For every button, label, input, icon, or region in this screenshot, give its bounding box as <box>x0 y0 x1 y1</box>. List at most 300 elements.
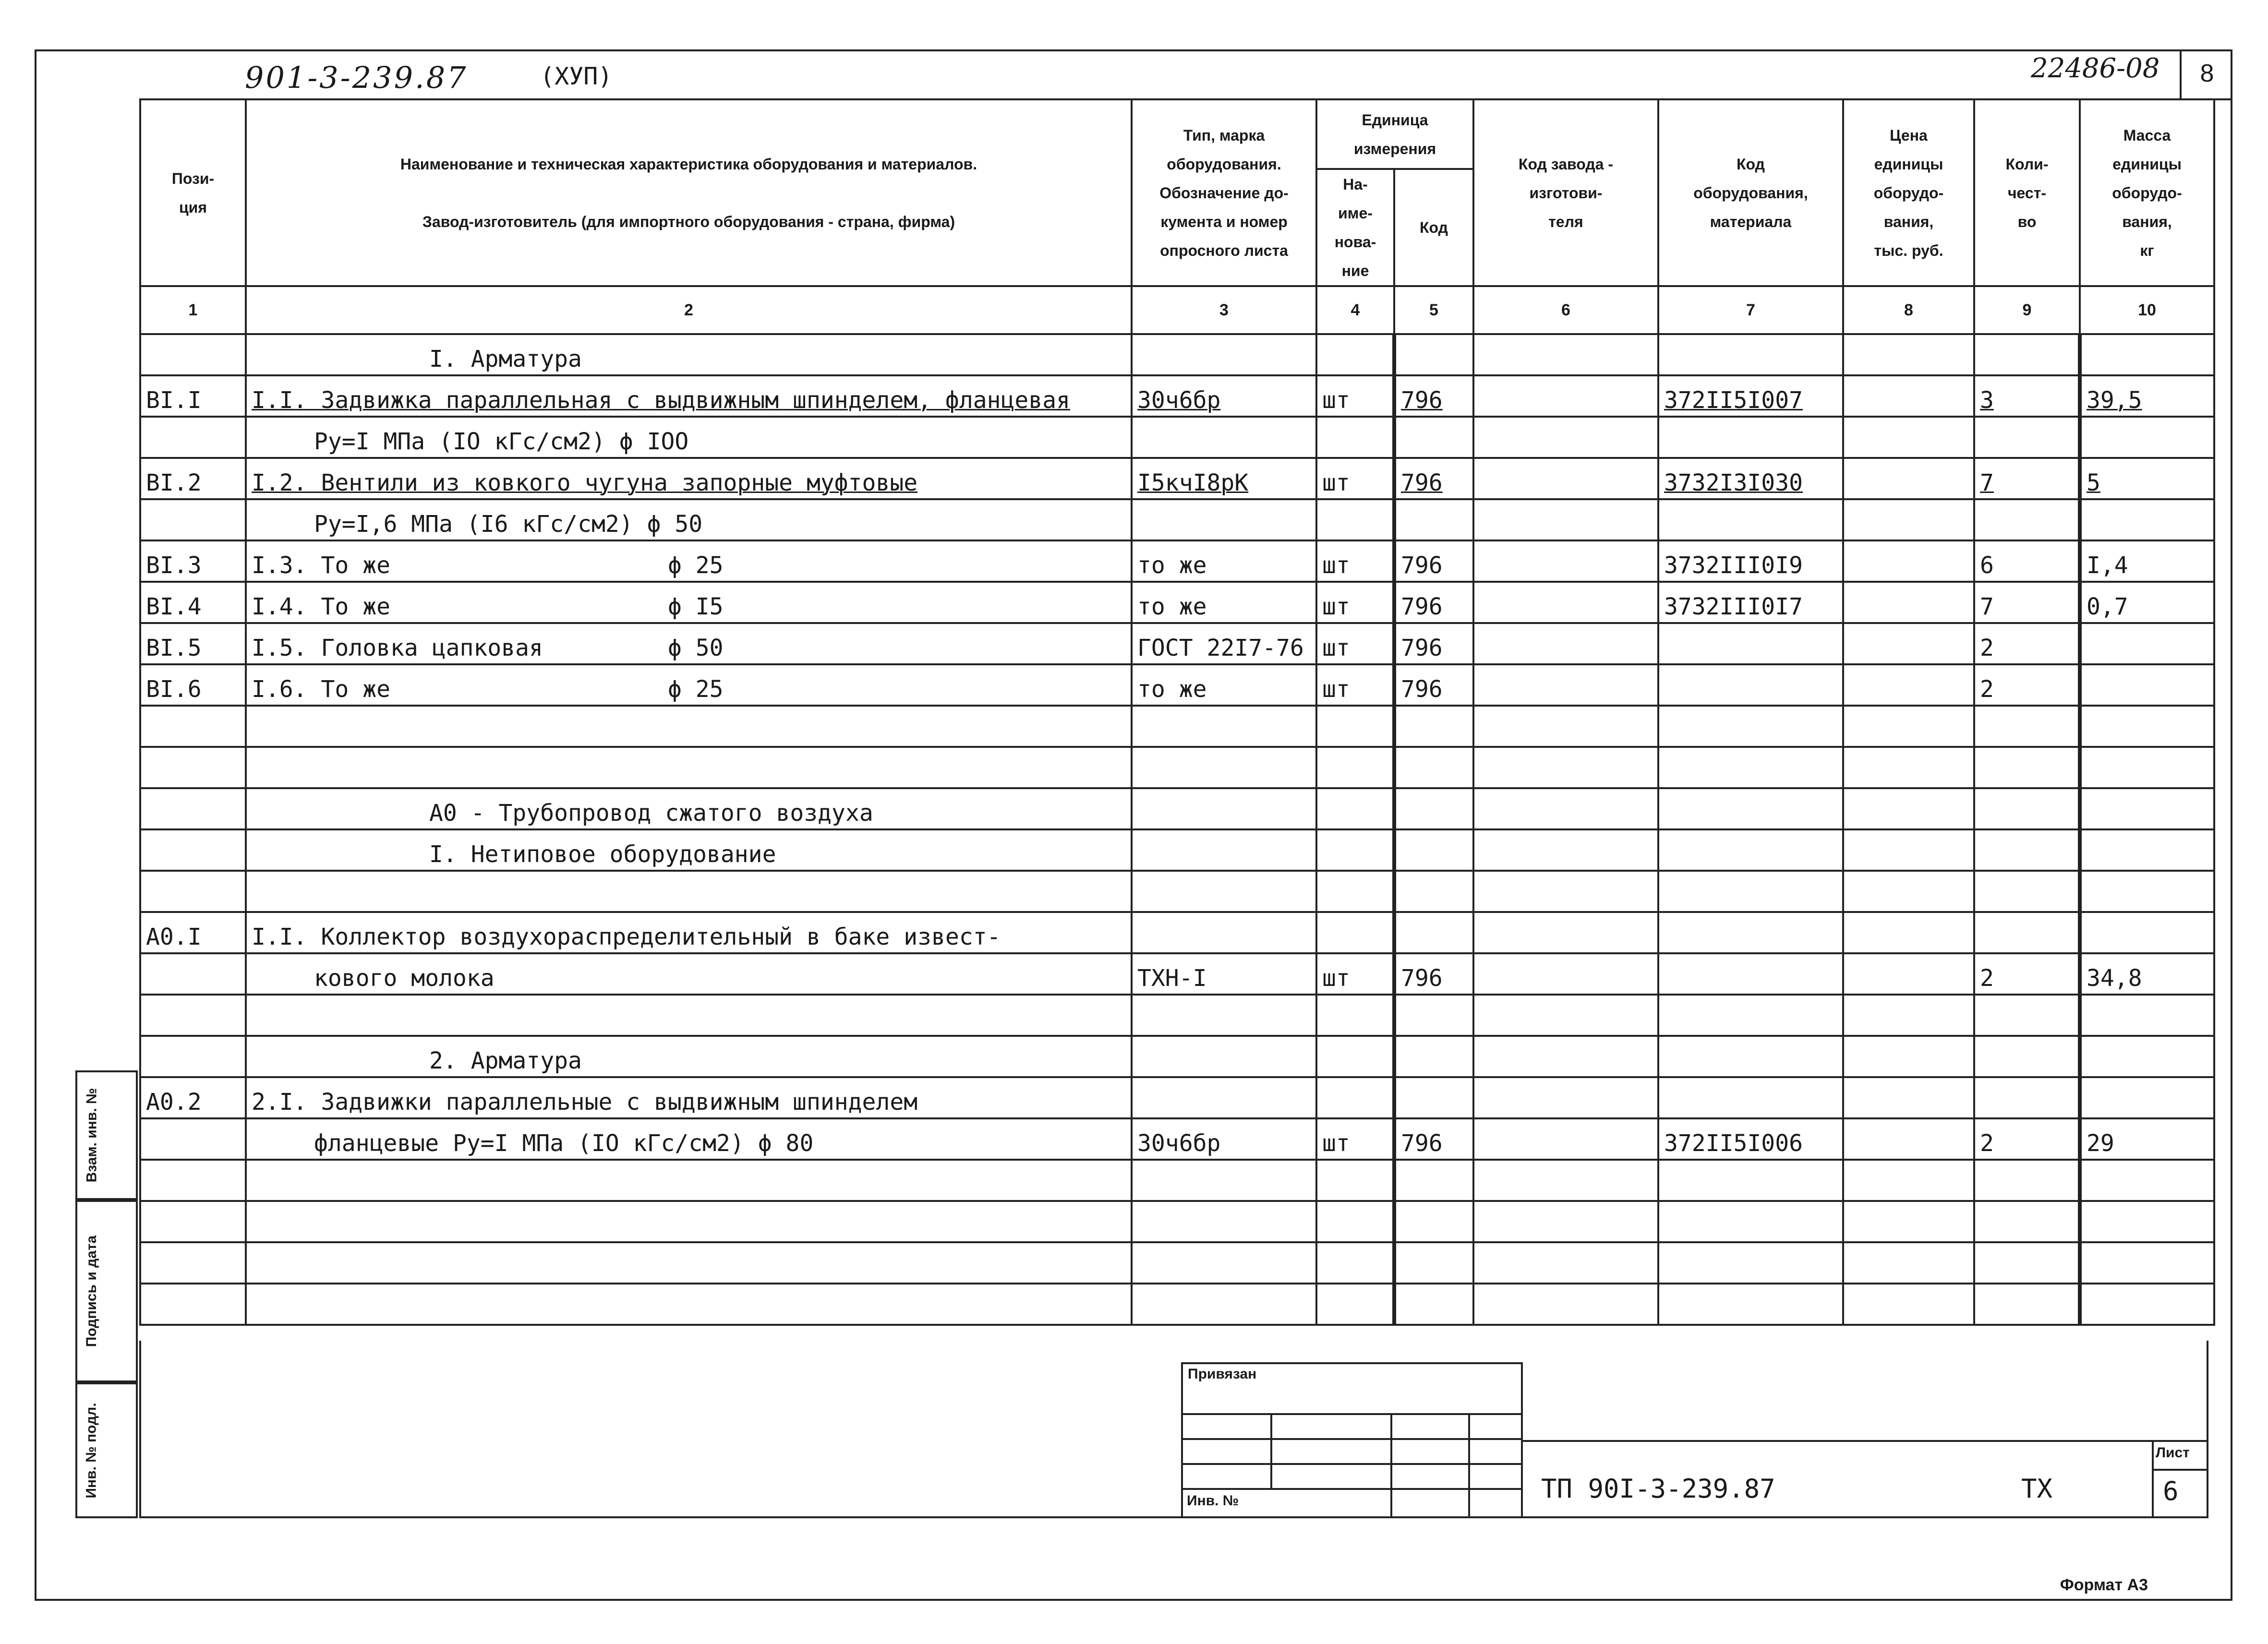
factory-code-cell <box>1473 912 1658 953</box>
inventory-number: 22486-08 <box>2031 53 2160 84</box>
specification-table <box>139 98 2215 1326</box>
position-cell: BI.I <box>140 375 246 417</box>
material-code-cell <box>1658 1077 1843 1118</box>
price-cell <box>1843 706 1974 747</box>
position-cell <box>140 1160 246 1201</box>
quantity-cell <box>1974 334 2080 375</box>
position-cell <box>140 829 246 871</box>
quantity-cell: 3 <box>1974 375 2080 417</box>
mass-cell: 39,5 <box>2080 375 2214 417</box>
material-code-cell <box>1658 871 1843 912</box>
factory-code-cell <box>1473 540 1658 582</box>
mass-cell <box>2080 706 2214 747</box>
unit-code-cell: 796 <box>1394 623 1473 664</box>
table-row <box>140 995 2214 1036</box>
price-cell <box>1843 1284 1974 1325</box>
position-cell <box>140 788 246 829</box>
type-cell <box>1132 871 1316 912</box>
unit-code-cell <box>1394 829 1473 871</box>
price-cell <box>1843 995 1974 1036</box>
stamp-cell <box>1390 1438 1470 1465</box>
factory-code-cell <box>1473 458 1658 499</box>
name-cell: фланцевые Ру=I МПа (IO кГс/см2) ϕ 80 <box>246 1118 1132 1160</box>
stamp-cell <box>1270 1463 1392 1490</box>
quantity-cell <box>1974 417 2080 458</box>
price-cell <box>1843 582 1974 623</box>
col-number: 6 <box>1473 286 1658 334</box>
price-cell <box>1843 664 1974 706</box>
factory-code-cell <box>1473 1284 1658 1325</box>
quantity-cell <box>1974 499 2080 540</box>
table-row <box>140 829 2214 871</box>
price-cell <box>1843 1118 1974 1160</box>
stamp-cell <box>1181 1463 1272 1490</box>
factory-code-cell <box>1473 788 1658 829</box>
name-cell <box>246 747 1132 788</box>
type-cell <box>1132 1160 1316 1201</box>
type-cell <box>1132 1201 1316 1242</box>
type-cell: 30ч6бр <box>1132 1118 1316 1160</box>
material-code-cell <box>1658 1242 1843 1284</box>
mass-cell <box>2080 499 2214 540</box>
material-code-cell <box>1658 1160 1843 1201</box>
table-row <box>140 375 2214 417</box>
mass-cell <box>2080 1036 2214 1077</box>
position-cell: BI.6 <box>140 664 246 706</box>
quantity-cell <box>1974 1160 2080 1201</box>
type-cell: ГОСТ 22I7-76 <box>1132 623 1316 664</box>
price-cell <box>1843 912 1974 953</box>
price-cell <box>1843 829 1974 871</box>
factory-code-cell <box>1473 623 1658 664</box>
name-cell: Ру=I,6 МПа (I6 кГс/см2) ϕ 50 <box>246 499 1132 540</box>
quantity-cell: 2 <box>1974 1118 2080 1160</box>
name-cell: I.2. Вентили из ковкого чугуна запорные муфтовые <box>246 458 1132 499</box>
mass-cell <box>2080 1201 2214 1242</box>
position-cell <box>140 747 246 788</box>
title-block-line <box>1523 1440 2207 1442</box>
col-number: 5 <box>1394 286 1473 334</box>
table-row <box>140 582 2214 623</box>
col-header-unit-name: На- име- нова- ние <box>1316 169 1394 286</box>
document-type: ТХ <box>2021 1474 2053 1504</box>
table-row <box>140 499 2214 540</box>
stamp-cell <box>1390 1463 1470 1490</box>
quantity-cell <box>1974 747 2080 788</box>
mass-cell <box>2080 417 2214 458</box>
stamp-cell <box>1270 1413 1392 1440</box>
material-code-cell <box>1658 829 1843 871</box>
unit-name-cell: шт <box>1316 953 1394 995</box>
unit-name-cell <box>1316 1077 1394 1118</box>
factory-code-cell <box>1473 664 1658 706</box>
type-cell <box>1132 499 1316 540</box>
unit-code-cell <box>1394 1160 1473 1201</box>
type-cell: ТХН-I <box>1132 953 1316 995</box>
unit-code-cell <box>1394 995 1473 1036</box>
unit-name-cell <box>1316 417 1394 458</box>
unit-name-cell: шт <box>1316 1118 1394 1160</box>
name-cell: 2.I. Задвижки параллельные с выдвижным шпинделем <box>246 1077 1132 1118</box>
position-cell: BI.2 <box>140 458 246 499</box>
quantity-cell: 7 <box>1974 458 2080 499</box>
bound-stamp <box>1181 1362 1523 1518</box>
position-cell <box>140 334 246 375</box>
mass-cell: I,4 <box>2080 540 2214 582</box>
type-cell <box>1132 706 1316 747</box>
type-cell <box>1132 334 1316 375</box>
unit-code-cell <box>1394 871 1473 912</box>
stamp-signature-date-label: Подпись и дата <box>84 1235 100 1347</box>
factory-code-cell <box>1473 953 1658 995</box>
unit-name-cell <box>1316 995 1394 1036</box>
unit-name-cell <box>1316 1201 1394 1242</box>
unit-name-cell <box>1316 1160 1394 1201</box>
material-code-cell <box>1658 1284 1843 1325</box>
unit-name-cell: шт <box>1316 623 1394 664</box>
name-cell: Ру=I МПа (IO кГс/см2) ϕ IOO <box>246 417 1132 458</box>
material-code-cell <box>1658 747 1843 788</box>
unit-name-cell: шт <box>1316 664 1394 706</box>
name-cell <box>246 1201 1132 1242</box>
quantity-cell <box>1974 1201 2080 1242</box>
mass-cell <box>2080 995 2214 1036</box>
col-number: 2 <box>246 286 1132 334</box>
material-code-cell <box>1658 1036 1843 1077</box>
price-cell <box>1843 540 1974 582</box>
type-cell <box>1132 829 1316 871</box>
col-header-type: Тип, марка оборудования. Обозначение до- кумента и номер опросного листа <box>1132 99 1316 286</box>
table-row <box>140 1201 2214 1242</box>
mass-cell <box>2080 334 2214 375</box>
name-cell: А0 - Трубопровод сжатого воздуха <box>246 788 1132 829</box>
col-header-position: Пози- ция <box>140 99 246 286</box>
unit-name-cell <box>1316 788 1394 829</box>
stamp-cell <box>1468 1413 1523 1440</box>
position-cell <box>140 1118 246 1160</box>
position-cell <box>140 706 246 747</box>
mass-cell: 34,8 <box>2080 953 2214 995</box>
quantity-cell: 2 <box>1974 953 2080 995</box>
name-cell: I.4. То же ϕ I5 <box>246 582 1132 623</box>
unit-name-cell <box>1316 912 1394 953</box>
table-row <box>140 623 2214 664</box>
name-cell: I.5. Головка цапковая ϕ 50 <box>246 623 1132 664</box>
col-header-unit-group: Единица измерения <box>1316 99 1473 169</box>
col-number: 3 <box>1132 286 1316 334</box>
type-cell <box>1132 417 1316 458</box>
position-cell <box>140 499 246 540</box>
col-number: 1 <box>140 286 246 334</box>
material-code-cell <box>1658 664 1843 706</box>
page-number: 8 <box>2180 49 2232 100</box>
unit-code-cell <box>1394 1077 1473 1118</box>
quantity-cell: 6 <box>1974 540 2080 582</box>
name-cell: I.6. То же ϕ 25 <box>246 664 1132 706</box>
mass-cell <box>2080 1284 2214 1325</box>
table-row <box>140 871 2214 912</box>
bound-cell <box>1181 1362 1523 1415</box>
factory-code-cell <box>1473 1242 1658 1284</box>
position-cell <box>140 1284 246 1325</box>
table-row <box>140 540 2214 582</box>
factory-code-cell <box>1473 871 1658 912</box>
stamp-cell <box>1390 1488 1470 1518</box>
stamp-cell <box>1468 1438 1523 1465</box>
col-header-factory-code: Код завода - изготови- теля <box>1473 99 1658 286</box>
name-cell <box>246 871 1132 912</box>
quantity-cell <box>1974 1284 2080 1325</box>
position-cell <box>140 1201 246 1242</box>
unit-code-cell <box>1394 334 1473 375</box>
name-cell <box>246 706 1132 747</box>
col-number: 10 <box>2080 286 2214 334</box>
position-cell <box>140 953 246 995</box>
unit-name-cell <box>1316 499 1394 540</box>
stamp-cell <box>1390 1413 1470 1440</box>
material-code-cell <box>1658 788 1843 829</box>
table-row <box>140 747 2214 788</box>
stamp-cell <box>1181 1438 1272 1465</box>
mass-cell <box>2080 912 2214 953</box>
quantity-cell: 2 <box>1974 664 2080 706</box>
price-cell <box>1843 499 1974 540</box>
factory-code-cell <box>1473 1036 1658 1077</box>
col-number: 9 <box>1974 286 2080 334</box>
col-header-unit-code: Код <box>1394 169 1473 286</box>
col-header-quantity: Коли- чест- во <box>1974 99 2080 286</box>
type-cell <box>1132 912 1316 953</box>
unit-code-cell <box>1394 1284 1473 1325</box>
table-row <box>140 1118 2214 1160</box>
position-cell: А0.I <box>140 912 246 953</box>
material-code-cell: 3732III0I9 <box>1658 540 1843 582</box>
unit-name-cell <box>1316 334 1394 375</box>
price-cell <box>1843 788 1974 829</box>
name-cell <box>246 1284 1132 1325</box>
quantity-cell: 7 <box>1974 582 2080 623</box>
col-number: 8 <box>1843 286 1974 334</box>
position-cell <box>140 995 246 1036</box>
price-cell <box>1843 953 1974 995</box>
factory-code-cell <box>1473 1160 1658 1201</box>
table-row <box>140 1160 2214 1201</box>
price-cell <box>1843 747 1974 788</box>
unit-name-cell: шт <box>1316 458 1394 499</box>
material-code-cell: 372II5I007 <box>1658 375 1843 417</box>
factory-code-cell <box>1473 1118 1658 1160</box>
title-block-line <box>2152 1440 2154 1518</box>
type-cell: то же <box>1132 664 1316 706</box>
unit-code-cell: 796 <box>1394 953 1473 995</box>
unit-name-cell: шт <box>1316 375 1394 417</box>
position-cell: BI.3 <box>140 540 246 582</box>
factory-code-cell <box>1473 995 1658 1036</box>
col-number: 7 <box>1658 286 1843 334</box>
unit-code-cell: 796 <box>1394 582 1473 623</box>
unit-name-cell <box>1316 871 1394 912</box>
mass-cell <box>2080 664 2214 706</box>
type-cell: 30ч6бр <box>1132 375 1316 417</box>
material-code-cell <box>1658 499 1843 540</box>
table-row <box>140 912 2214 953</box>
mass-cell <box>2080 788 2214 829</box>
price-cell <box>1843 417 1974 458</box>
stamp-replace-inv-label: Взам. инв. № <box>84 1088 100 1183</box>
table-row <box>140 334 2214 375</box>
quantity-cell <box>1974 1036 2080 1077</box>
unit-name-cell <box>1316 1036 1394 1077</box>
quantity-cell <box>1974 871 2080 912</box>
stamp-cell <box>1181 1413 1272 1440</box>
unit-code-cell <box>1394 1036 1473 1077</box>
material-code-cell <box>1658 334 1843 375</box>
unit-code-cell <box>1394 706 1473 747</box>
stamp-inv-original <box>75 1382 138 1518</box>
price-cell <box>1843 458 1974 499</box>
unit-code-cell <box>1394 499 1473 540</box>
quantity-cell <box>1974 788 2080 829</box>
position-cell <box>140 1036 246 1077</box>
quantity-cell <box>1974 829 2080 871</box>
mass-cell: 29 <box>2080 1118 2214 1160</box>
specification-body <box>140 334 2214 1325</box>
unit-code-cell: 796 <box>1394 1118 1473 1160</box>
factory-code-cell <box>1473 1077 1658 1118</box>
mass-cell <box>2080 623 2214 664</box>
material-code-cell <box>1658 417 1843 458</box>
table-row <box>140 458 2214 499</box>
name-cell: I.3. То же ϕ 25 <box>246 540 1132 582</box>
quantity-cell: 2 <box>1974 623 2080 664</box>
price-cell <box>1843 375 1974 417</box>
unit-code-cell: 796 <box>1394 664 1473 706</box>
material-code-cell: 3732III0I7 <box>1658 582 1843 623</box>
type-cell <box>1132 1077 1316 1118</box>
mass-cell: 5 <box>2080 458 2214 499</box>
table-row <box>140 417 2214 458</box>
material-code-cell: 3732I3I030 <box>1658 458 1843 499</box>
unit-name-cell <box>1316 706 1394 747</box>
price-cell <box>1843 1077 1974 1118</box>
type-cell <box>1132 1242 1316 1284</box>
col-header-price: Цена единицы оборудо- вания, тыс. руб. <box>1843 99 1974 286</box>
price-cell <box>1843 871 1974 912</box>
name-cell: I.I. Коллектор воздухораспределительный в баке извест- <box>246 912 1132 953</box>
sheet-label: Лист <box>2156 1445 2190 1461</box>
quantity-cell <box>1974 1077 2080 1118</box>
type-cell: то же <box>1132 540 1316 582</box>
type-cell <box>1132 1284 1316 1325</box>
factory-code-cell <box>1473 747 1658 788</box>
stamp-replace-inv <box>75 1070 138 1200</box>
price-cell <box>1843 1242 1974 1284</box>
table-row <box>140 1036 2214 1077</box>
name-cell: I.I. Задвижка параллельная с выдвижным шпинделем, фланцевая <box>246 375 1132 417</box>
factory-code-cell <box>1473 582 1658 623</box>
table-row <box>140 953 2214 995</box>
mass-cell <box>2080 1077 2214 1118</box>
table-row <box>140 1242 2214 1284</box>
price-cell <box>1843 623 1974 664</box>
quantity-cell <box>1974 1242 2080 1284</box>
name-cell <box>246 1242 1132 1284</box>
name-cell: кового молока <box>246 953 1132 995</box>
mass-cell <box>2080 1242 2214 1284</box>
price-cell <box>1843 334 1974 375</box>
material-code-cell <box>1658 706 1843 747</box>
inv-no-cell <box>1181 1488 1392 1518</box>
unit-code-cell <box>1394 747 1473 788</box>
mass-cell <box>2080 829 2214 871</box>
quantity-cell <box>1974 706 2080 747</box>
unit-code-cell: 796 <box>1394 375 1473 417</box>
factory-code-cell <box>1473 499 1658 540</box>
table-row <box>140 1077 2214 1118</box>
material-code-cell <box>1658 953 1843 995</box>
col-number: 4 <box>1316 286 1394 334</box>
factory-code-cell <box>1473 1201 1658 1242</box>
unit-name-cell: шт <box>1316 540 1394 582</box>
factory-code-cell <box>1473 417 1658 458</box>
stamp-inv-original-label: Инв. № подл. <box>84 1402 99 1499</box>
inv-no-label: Инв. № <box>1187 1493 1239 1509</box>
material-code-cell <box>1658 1201 1843 1242</box>
title-block-line <box>2152 1469 2207 1471</box>
name-cell: 2. Арматура <box>246 1036 1132 1077</box>
factory-code-cell <box>1473 829 1658 871</box>
sheet-number: 6 <box>2163 1476 2179 1506</box>
unit-code-cell: 796 <box>1394 458 1473 499</box>
price-cell <box>1843 1160 1974 1201</box>
factory-code-cell <box>1473 706 1658 747</box>
table-row <box>140 1284 2214 1325</box>
mass-cell: 0,7 <box>2080 582 2214 623</box>
material-code-cell <box>1658 912 1843 953</box>
unit-code-cell <box>1394 417 1473 458</box>
unit-name-cell <box>1316 1242 1394 1284</box>
unit-name-cell <box>1316 747 1394 788</box>
stamp-cell <box>1468 1463 1523 1490</box>
position-cell <box>140 871 246 912</box>
material-code-cell <box>1658 623 1843 664</box>
title-block-area <box>139 1341 2208 1518</box>
type-cell <box>1132 1036 1316 1077</box>
price-cell <box>1843 1201 1974 1242</box>
unit-name-cell <box>1316 1284 1394 1325</box>
stamp-cell <box>1468 1488 1523 1518</box>
unit-code-cell <box>1394 1242 1473 1284</box>
name-cell <box>246 995 1132 1036</box>
type-cell <box>1132 995 1316 1036</box>
position-cell: BI.5 <box>140 623 246 664</box>
type-cell: I5кчI8рК <box>1132 458 1316 499</box>
mass-cell <box>2080 871 2214 912</box>
stamp-signature-date <box>75 1200 138 1382</box>
table-row <box>140 788 2214 829</box>
position-cell <box>140 1242 246 1284</box>
unit-code-cell <box>1394 1201 1473 1242</box>
material-code-cell: 372II5I006 <box>1658 1118 1843 1160</box>
name-cell: I. Арматура <box>246 334 1132 375</box>
table-row <box>140 664 2214 706</box>
factory-code-cell <box>1473 334 1658 375</box>
unit-name-cell: шт <box>1316 582 1394 623</box>
type-cell: то же <box>1132 582 1316 623</box>
factory-code-cell <box>1473 375 1658 417</box>
document-designation: ТП 90I-3-239.87 <box>1541 1474 1775 1504</box>
col-header-mass: Масса единицы оборудо- вания, кг <box>2080 99 2214 286</box>
